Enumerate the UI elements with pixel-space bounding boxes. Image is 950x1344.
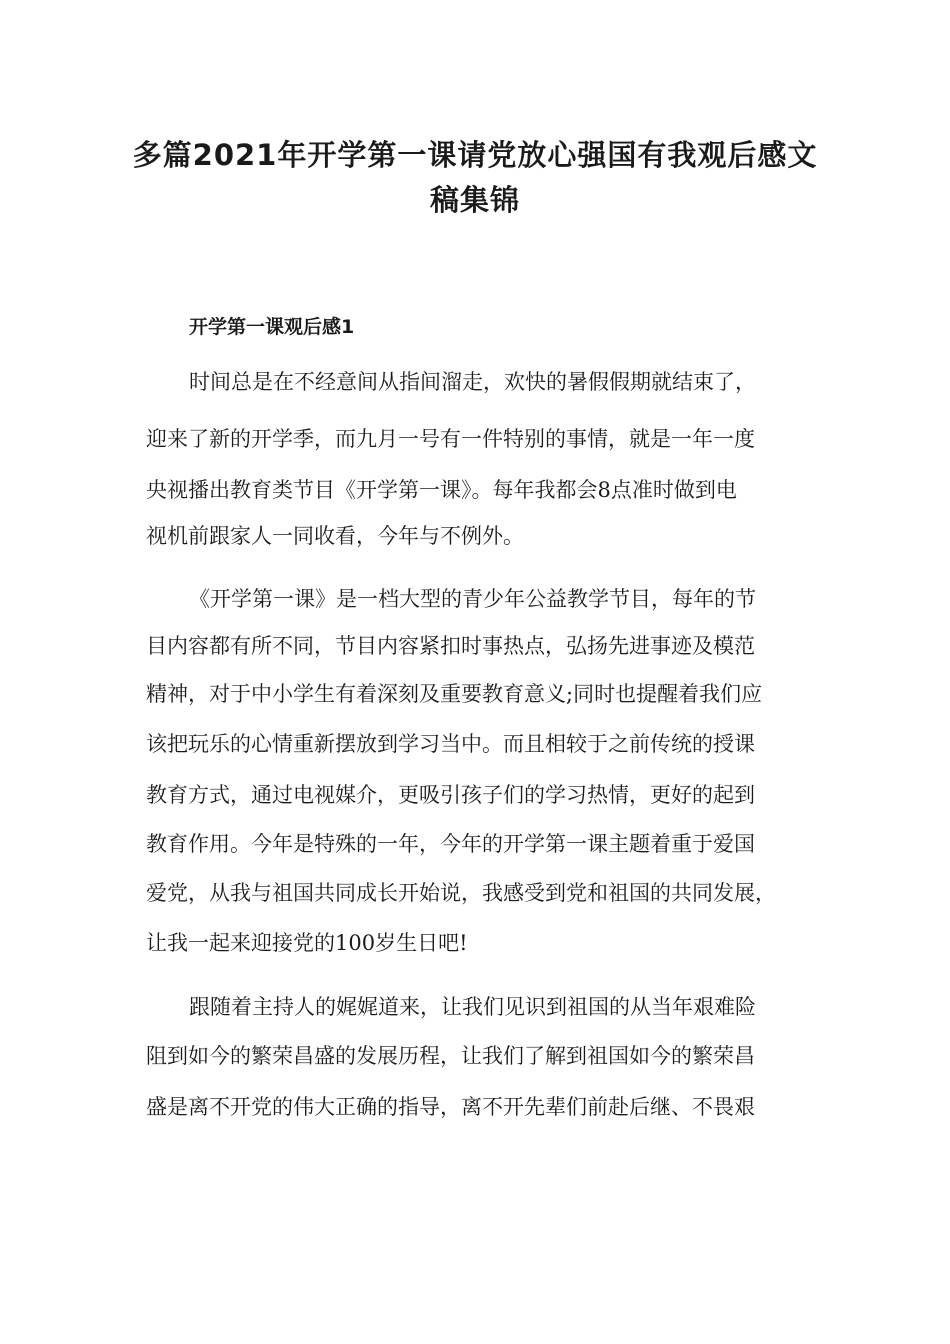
paragraph-1-line-1: 时间总是在不经意间从指间溜走，欢快的暑假假期就结束了， [189, 370, 756, 394]
paragraph-1-line-3: 央视播出教育类节目《开学第一课》。每年我都会8点准时做到电 [146, 478, 737, 502]
paragraph-3-line-1: 跟随着主持人的娓娓道来，让我们见识到祖国的从当年艰难险 [189, 995, 756, 1019]
document-title-line-2: 稿集锦 [429, 183, 520, 217]
paragraph-2-line-5: 教育方式，通过电视媒介，更吸引孩子们的学习热情，更好的起到 [146, 783, 755, 807]
paragraph-3-line-3: 盛是离不开党的伟大正确的指导，离不开先辈们前赴后继、不畏艰 [146, 1095, 755, 1119]
section-heading: 开学第一课观后感1 [189, 316, 355, 338]
paragraph-1-line-2: 迎来了新的开学季，而九月一号有一件特别的事情，就是一年一度 [146, 427, 755, 451]
paragraph-2-line-8: 让我一起来迎接党的100岁生日吧! [146, 931, 468, 955]
paragraph-2-line-3: 精神，对于中小学生有着深刻及重要教育意义;同时也提醒着我们应 [146, 682, 763, 706]
paragraph-2-line-2: 目内容都有所不同，节目内容紧扣时事热点，弘扬先进事迹及模范 [146, 634, 755, 658]
paragraph-2-line-6: 教育作用。今年是特殊的一年，今年的开学第一课主题着重于爱国 [146, 832, 755, 856]
paragraph-3-line-2: 阻到如今的繁荣昌盛的发展历程，让我们了解到祖国如今的繁荣昌 [146, 1044, 755, 1068]
document-title-line-1: 多篇2021年开学第一课请党放心强国有我观后感文 [132, 138, 818, 172]
paragraph-1-line-4: 视机前跟家人一同收看，今年与不例外。 [146, 524, 524, 548]
paragraph-2-line-7: 爱党，从我与祖国共同成长开始说，我感受到党和祖国的共同发展， [146, 881, 776, 905]
paragraph-2-line-4: 该把玩乐的心情重新摆放到学习当中。而且相较于之前传统的授课 [146, 732, 755, 756]
paragraph-2-line-1: 《开学第一课》是一档大型的青少年公益教学节目，每年的节 [189, 587, 756, 611]
